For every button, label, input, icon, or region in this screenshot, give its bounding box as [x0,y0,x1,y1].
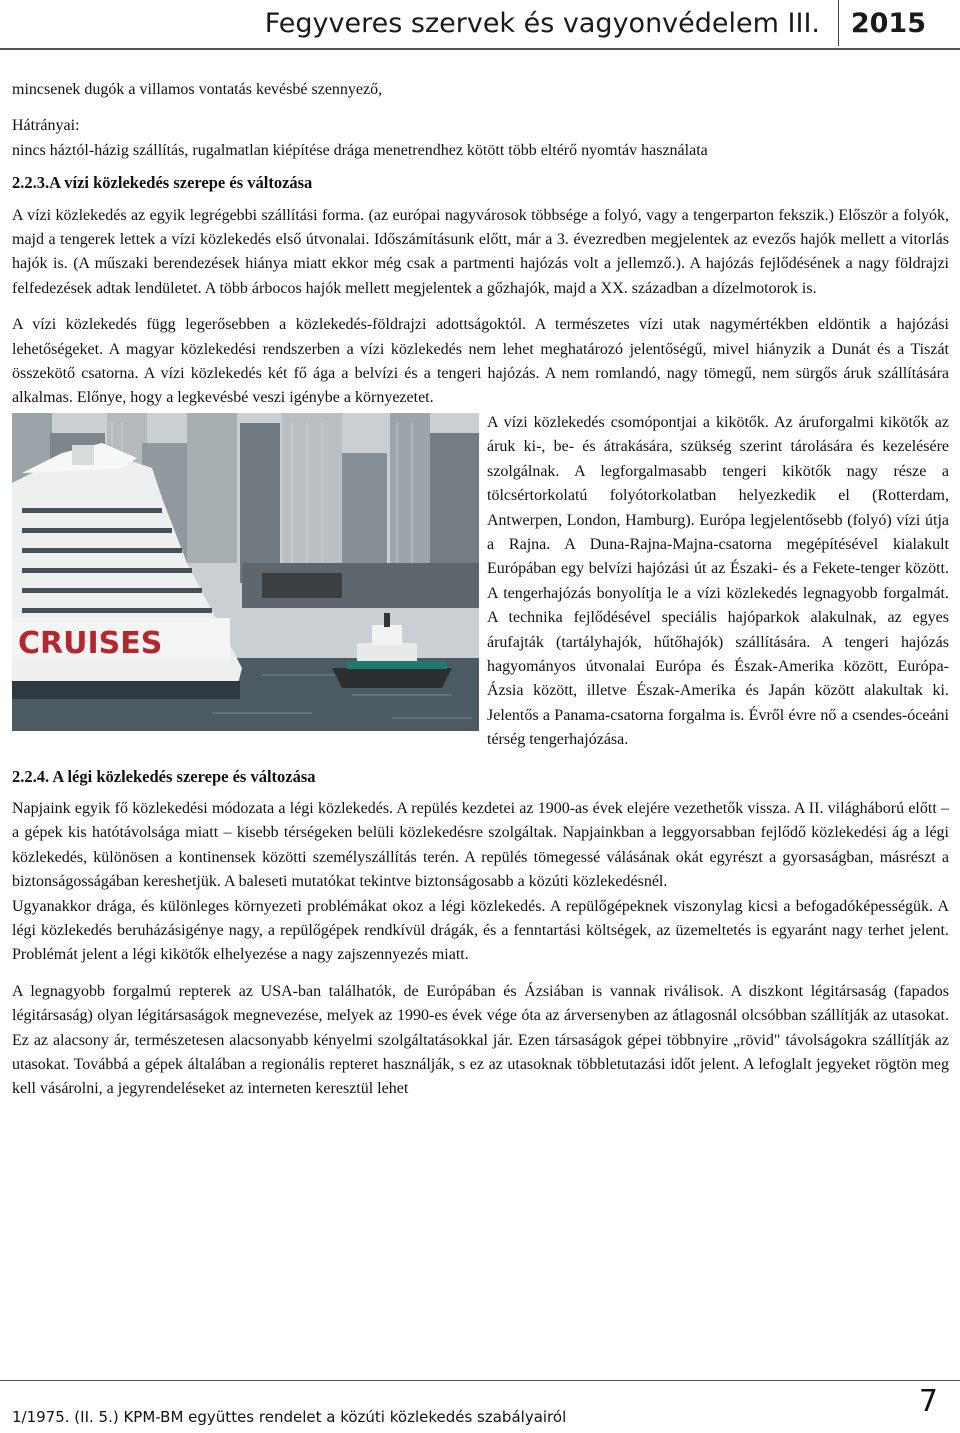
section-heading-water-transport: 2.2.3.A vízi közlekedés szerepe és változása [12,173,313,193]
header-year: 2015 [850,8,926,39]
paragraph-ports: A vízi közlekedés csomópontjai a kikötők. Az áruforgalmi kikötők az áruk ki-, be- és átrakására, szükség szerint tárolására és kezelésére szolgálnak. A legforgalmasabb tengeri kikötők nagy része a tölcsértorkolatú folyótorkolatban helyezkedik el (Rotterdam, Antwerpen, London, Hamburg). Európa legjelentősebb (folyó) vízi útja a Rajna. A Duna-Rajna-Majna-csatorna megépítésével kialakult Európában egy belvízi hajózási út az Északi- és a Fekete-tenger között. A tengerhajózás bonyolítja le a vízi közlekedés legnagyobb forgalmát. A technika fejlődésével speciális hajóparkok alakulnak, az egyes árufajták (tartályhajók, hűtőhajók) szállítására. A tengeri hajózás hagyományos útvonalai Európa és Észak-Amerika között, Európa-Ázsia között, illetve Észak-Amerika és Japán között alakultak ki. Jelentős a Panama-csatorna forgalma is. Évről évre nő a csendes-óceáni térség tengerhajózása. [487,413,949,749]
paragraph-intro-line: mincsenek dugók a villamos vontatás kevésbé szennyező, [12,81,383,98]
paragraph-air-problems: Ugyanakkor drága, és különleges környezeti problémákat okoz a légi közlekedés. A repülőgépeknek viszonylag kicsi a befogadóképességük. A légi közlekedés beruházásigénye nagy, a repülőgépek rendkívül drágák, és a fenntartási költségek, az üzemeltetés is egyaránt nagy terhet jelent. Problémát jelent a légi kikötők elhelyezése a nagy zajszennyezés miatt. [12,897,949,964]
header-separator [838,0,839,46]
cruise-ship-photo [12,413,479,731]
footer-rule [0,1380,960,1381]
disadvantages-text: nincs háztól-házig szállítás, rugalmatlan kiépítése drága menetrendhez kötött több eltérő nyomtáv használata [12,141,708,159]
header-rule [0,48,960,50]
paragraph-water-history: A vízi közlekedés az egyik legrégebbi szállítási forma. (az európai nagyvárosok többsége a folyó, vagy a tengerparton fekszik.) Először a folyók, majd a tengerek lettek a vízi közlekedés első útvonalai. Időszámításunk előtt, már a 3. évezredben megjelentek az evezős hajók mellett a vitorlás hajók is. (A műszaki berendezések hiánya miatt ekkor még csak a partmenti hajózás volt a jellemző.). A hajózás fejlődésének a nagy földrajzi felfedezések adtak lendületet. A több árbocos hajók mellett megjelentek a gőzhajók, majd a XX. században a dízelmotorok is. [12,206,949,297]
ship-hull-label: CRUISES [18,625,163,661]
page-number: 7 [918,1384,938,1419]
footer-reference: 1/1975. (II. 5.) KPM-BM együttes rendelet a közúti közlekedés szabályairól [12,1408,567,1426]
paragraph-water-geography: A vízi közlekedés függ legerősebben a közlekedés-földrajzi adottságoktól. A természetes vízi utak nagymértékben eldöntik a hajózási lehetőségeket. A magyar közlekedési rendszerben a vízi közlekedés nem lehet meghatározó jelentőségű, mivel hiányzik a Dunát és a Tiszát összekötő csatorna. A vízi közlekedés két fő ága a belvízi és a tengeri hajózás. A nem romlandó, nagy tömegű, nem sürgős áruk szállítására alkalmas. Előnye, hogy a legkevésbé veszi igénybe a környezetet. [12,316,949,407]
paragraph-air-history: Napjaink egyik fő közlekedési módozata a légi közlekedés. A repülés kezdetei az 1900-as évek elejére vezethetők vissza. A II. világháború előtt – a gépek kis hatótávolsága miatt – kisebb térségeken belüli közlekedésre szolgáltak. Napjainkban a leggyorsabban fejlődő közlekedési ág a légi közlekedés, különösen a kontinensek közötti személyszállítás terén. A repülés tömegessé válásának okát egyrészt a gyorsaságban, másrészt a biztonságosságában kereshetjük. A baleseti mutatókat tekintve biztonságosabb a közúti közlekedésnél. [12,799,949,891]
disadvantages-label: Hátrányai: [12,117,80,135]
document-body [12,78,949,1102]
harbor-skyline-image [12,413,479,731]
paragraph-air-airports: A legnagyobb forgalmú repterek az USA-ban találhatók, de Európában és Ázsiában is vannak riválisok. A diszkont légitársaság (fapados légitársaság) olyan légitársaságok megnevezése, melyek az 1990-es évek vége óta az árversenyben az átlagosnál olcsóbban szállítják az utasokat. Ez az alacsony ár, természetesen alacsonyabb kényelmi szolgáltatásokkal jár. Ezen társaságok gépei többnyire „rövid" távolságokra szállítják az utasokat. Továbbá a gépek általában a regionális repteret használják, s ez az utasoknak többletutazási időt jelent. A lefoglalt jegyeket rögtön meg kell vásárolni, a jegyrendeléseket az interneten keresztül lehet [12,982,949,1098]
section-heading-air-transport: 2.2.4. A légi közlekedés szerepe és változása [12,766,316,786]
page-header [0,0,960,52]
header-title: Fegyveres szervek és vagyonvédelem III. [264,8,820,39]
